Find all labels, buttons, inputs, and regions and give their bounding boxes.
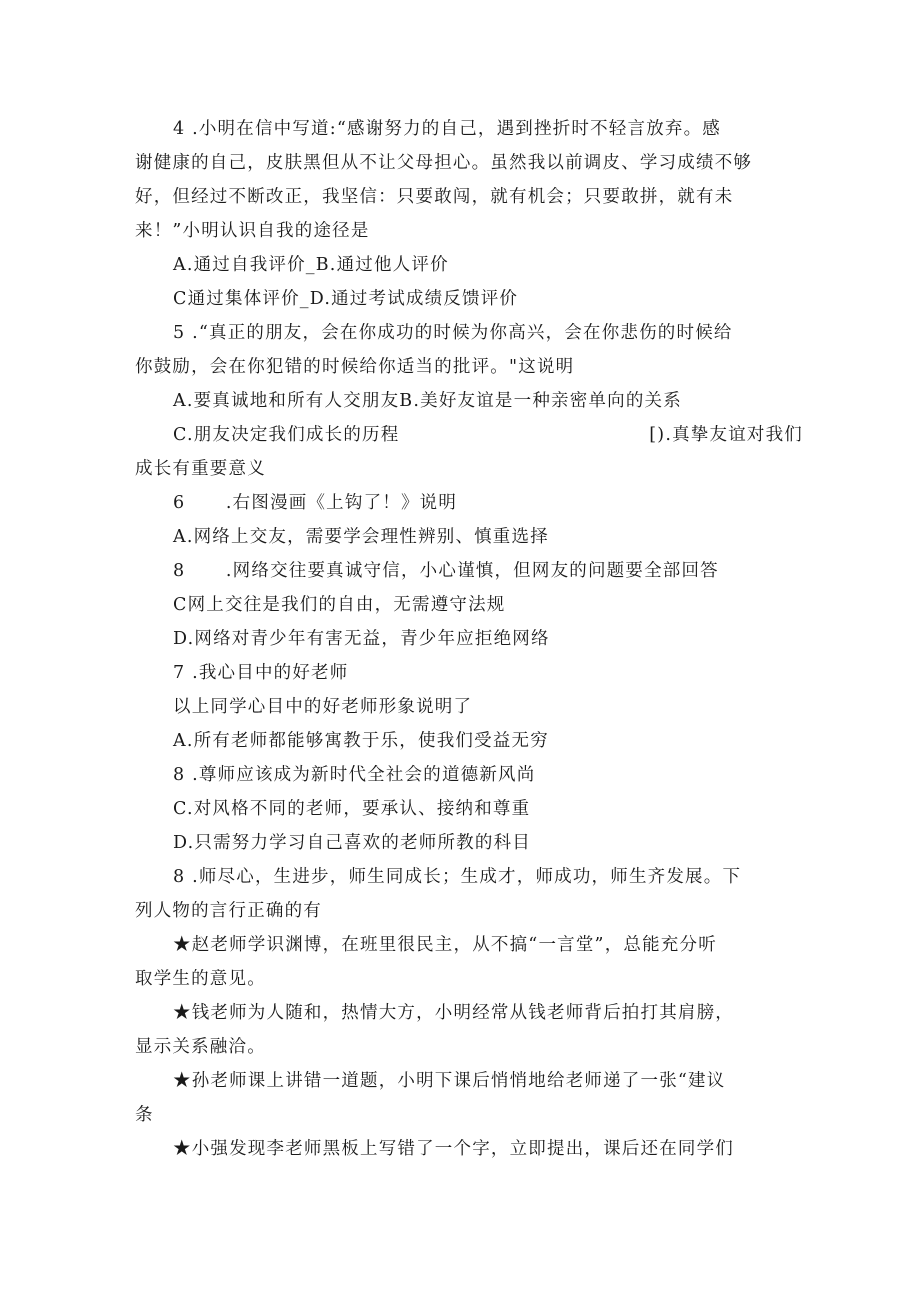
text-line: 以上同学心目中的好老师形象说明了 [173, 697, 473, 717]
text-line: A.所有老师都能够寓教于乐，使我们受益无穷 [173, 731, 549, 751]
text-line: A.要真诚地和所有人交朋友B.美好友谊是一种亲密单向的关系 [173, 391, 682, 411]
text-line: 条 [135, 1105, 154, 1125]
question-text-block [135, 112, 803, 1166]
text-line: D.网络对青少年有害无益，青少年应拒绝网络 [173, 629, 550, 649]
text-line: 你鼓励，会在你犯错的时候给你适当的批评。"这说明 [135, 357, 575, 377]
text-line: A.通过自我评价_B.通过他人评价 [173, 255, 449, 275]
text-line: 8 .尊师应该成为新时代全社会的道德新风尚 [173, 765, 536, 785]
text-line: D.只需努力学习自己喜欢的老师所教的科目 [173, 833, 531, 853]
text-line: C网上交往是我们的自由，无需遵守法规 [173, 595, 506, 615]
text-line: 成长有重要意义 [135, 459, 266, 479]
text-line: 好，但经过不断改正，我坚信：只要敢闯，就有机会；只要敢拼，就有未 [135, 187, 734, 207]
text-line: 4 .小明在信中写道:“感谢努力的自己，遇到挫折时不轻言放弃。感 [173, 119, 721, 139]
option-left: C.朋友决定我们成长的历程 [173, 425, 400, 445]
text-line: 7 .我心目中的好老师 [173, 663, 349, 683]
text-line: 列人物的言行正确的有 [135, 901, 322, 921]
text-line: 取学生的意见。 [135, 969, 266, 989]
text-line: ★钱老师为人随和，热情大方，小明经常从钱老师背后拍打其肩膀， [173, 1003, 734, 1023]
text-line [135, 418, 803, 452]
text-line: A.网络上交友，需要学会理性辨别、慎重选择 [173, 527, 549, 547]
text-line: 8 .师尽心，生进步，师生同成长；生成才，师成功，师生齐发展。下 [173, 867, 742, 887]
text-line: ★赵老师学识渊博，在班里很民主，从不搞“一言堂”，总能充分听 [173, 935, 717, 955]
text-line: C.对风格不同的老师，要承认、接纳和尊重 [173, 799, 531, 819]
text-line: C通过集体评价_D.通过考试成绩反馈评价 [173, 289, 519, 309]
option-right: [).真挚友谊对我们 [649, 425, 803, 445]
text-line: ★孙老师课上讲错一道题，小明下课后悄悄地给老师递了一张“建议 [173, 1071, 726, 1091]
text-line: 8 .网络交往要真诚守信，小心谨慎，但网友的问题要全部回答 [173, 561, 719, 581]
text-line: 6 .右图漫画《上钩了！》说明 [173, 493, 458, 513]
text-line: 5 .“真正的朋友，会在你成功的时候为你高兴，会在你悲伤的时候给 [173, 323, 733, 343]
two-column-line [173, 418, 803, 452]
text-line: 来！”小明认识自我的途径是 [135, 221, 370, 241]
text-line: 谢健康的自己，皮肤黑但从不让父母担心。虽然我以前调皮、学习成绩不够 [135, 153, 753, 173]
text-line: ★小强发现李老师黑板上写错了一个字，立即提出，课后还在同学们 [173, 1139, 734, 1159]
text-line: 显示关系融洽。 [135, 1037, 266, 1057]
